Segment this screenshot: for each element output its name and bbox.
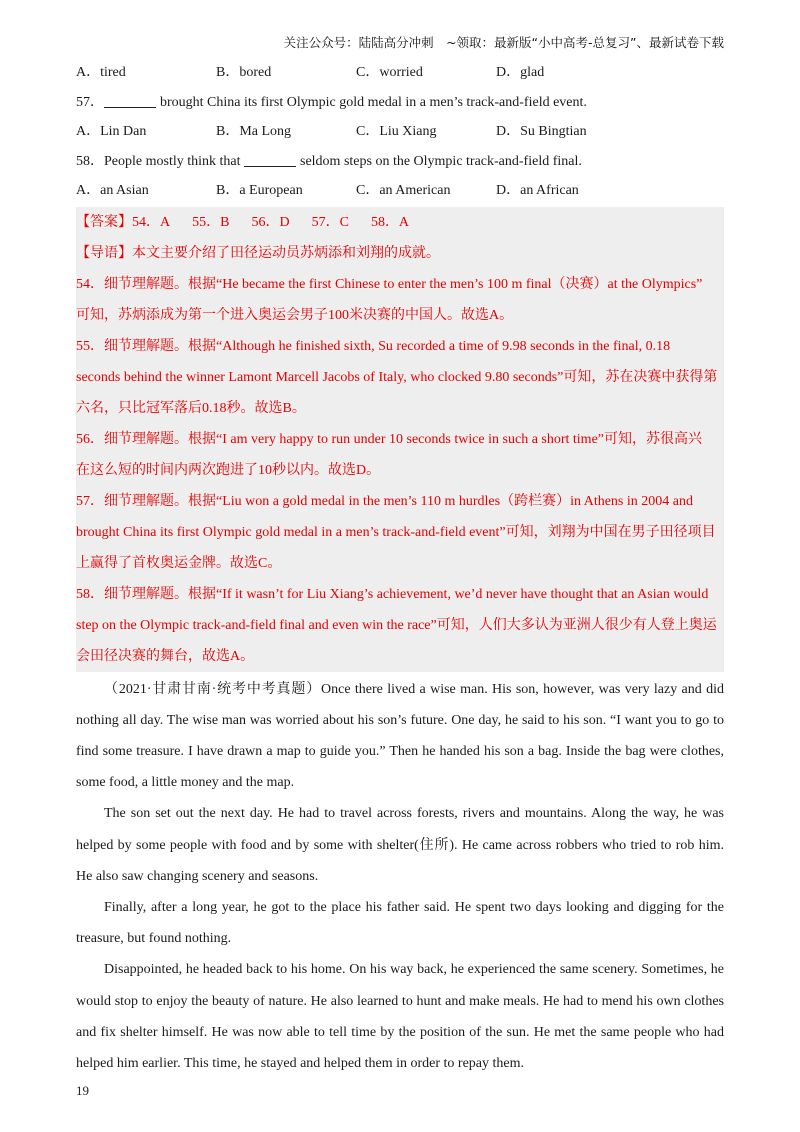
answer-item: 57．C <box>311 214 349 230</box>
page-number: 19 <box>76 1083 89 1098</box>
explanation-line: 在这么短的时间内两次跑进了10秒以内。故选D。 <box>76 462 381 478</box>
option-b: B．bored <box>216 65 272 80</box>
q58-options <box>76 176 724 206</box>
explanation-line: 55．细节理解题。根据“Although he finished sixth, Su recorded a time of 9.98 seconds in the final, 0.18 <box>76 338 671 354</box>
explanation-line: 上赢得了首枚奥运金牌。故选C。 <box>76 555 282 571</box>
option-b: B．a European <box>216 183 303 198</box>
q57-stem: brought China its first Olympic gold medal in a men’s track-and-field event. <box>160 94 587 110</box>
explanation-line: 56．细节理解题。根据“I am very happy to run under 10 seconds twice in such a short time”可知，苏很高兴 <box>76 431 702 447</box>
option-c: C．worried <box>356 65 423 80</box>
explanation-line: 可知，苏炳添成为第一个进入奥运会男子100米决赛的中国人。故选A。 <box>76 307 514 323</box>
explanation-line: 58．细节理解题。根据“If it wasn’t for Liu Xiang’s achievement, we’d never have thought that an Asian would <box>76 586 709 602</box>
explanation-line: 57．细节理解题。根据“Liu won a gold medal in the men’s 110 m hurdles（跨栏赛）in Athens in 2004 and <box>76 493 693 509</box>
answer-guide: 【导语】本文主要介绍了田径运动员苏炳添和刘翔的成就。 <box>76 245 440 261</box>
option-a: A．Lin Dan <box>76 124 147 139</box>
option-c: C．Liu Xiang <box>356 124 437 139</box>
page-header: 关注公众号：陆陆高分冲刺 ~领取：最新版“小中高考-总复习”、最新试卷下载 <box>283 35 724 50</box>
option-a: A．tired <box>76 65 126 80</box>
q56-options <box>76 58 724 88</box>
q58-stem: seldom steps on the Olympic track-and-field final. <box>300 153 582 169</box>
answer-item: 55．B <box>192 214 230 230</box>
option-b: B．Ma Long <box>216 124 292 139</box>
page-content <box>76 58 724 1079</box>
answer-key <box>76 207 724 238</box>
q57-number: 57． <box>76 94 104 110</box>
question-57 <box>76 88 724 118</box>
q57-blank <box>104 91 156 108</box>
passage-paragraph: The son set out the next day. He had to travel across forests, rivers and mountains. Along the way, he was helped by some people with food and by some with shelter(住所). He came across robbers who tried to rob him. He also saw changing scenery and seasons. <box>76 806 724 884</box>
option-d: D．Su Bingtian <box>496 124 587 139</box>
option-a: A．an Asian <box>76 183 149 198</box>
question-58 <box>76 147 724 177</box>
option-c: C．an American <box>356 183 451 198</box>
answer-item: 58．A <box>370 214 410 230</box>
q58-blank <box>244 150 296 167</box>
explanation-line: step on the Olympic track-and-field final and even win the race”可知，人们大多认为亚洲人很少有人登上奥运 <box>76 617 717 633</box>
answer-explanation <box>76 207 724 672</box>
explanation-line: 六名，只比冠军落后0.18秒。故选B。 <box>76 400 306 416</box>
passage-paragraph: Finally, after a long year, he got to the place his father said. He spent two days looking and digging for the treasure, but found nothing. <box>76 899 724 947</box>
q57-options <box>76 117 724 147</box>
answer-item: 56．D <box>251 214 290 230</box>
option-d: D．glad <box>496 65 545 80</box>
option-d: D．an African <box>496 183 579 198</box>
explanation-line: brought China its first Olympic gold medal in a men’s track-and-field event”可知，刘翔为中国在男子田径项目 <box>76 524 716 540</box>
passage-paragraph: Disappointed, he headed back to his home. On his way back, he experienced the same scenery. Sometimes, he would stop to enjoy the beauty of nature. He also learned to hunt and make meals. He had to mend his own clothes and fix shelter himself. He was now able to tell time by the position of the sun. He met the same people who had helped him earlier. This time, he stayed and helped them in order to repay them. <box>76 962 724 1071</box>
passage-paragraph: （2021·甘肃甘南·统考中考真题）Once there lived a wise man. His son, however, was very lazy and did nothing all day. The wise man was worried about his son’s future. One day, he said to his son. “I want you to go to find some treasure. I have drawn a map to guide you.” Then he handed his son a bag. Inside the bag were clothes, some food, a little money and the map. <box>76 681 724 791</box>
explanation-line: seconds behind the winner Lamont Marcell Jacobs of Italy, who clocked 9.80 seconds”可知，苏在决赛中获得第 <box>76 369 718 385</box>
explanation-line: 54．细节理解题。根据“He became the first Chinese to enter the men’s 100 m final（决赛）at the Olympics” <box>76 276 703 292</box>
reading-passage <box>76 674 724 1080</box>
answer-label: 【答案】54．A <box>76 214 171 230</box>
q58-prefix: 58．People mostly think that <box>76 153 241 169</box>
explanation-line: 会田径决赛的舞台，故选A。 <box>76 648 255 664</box>
